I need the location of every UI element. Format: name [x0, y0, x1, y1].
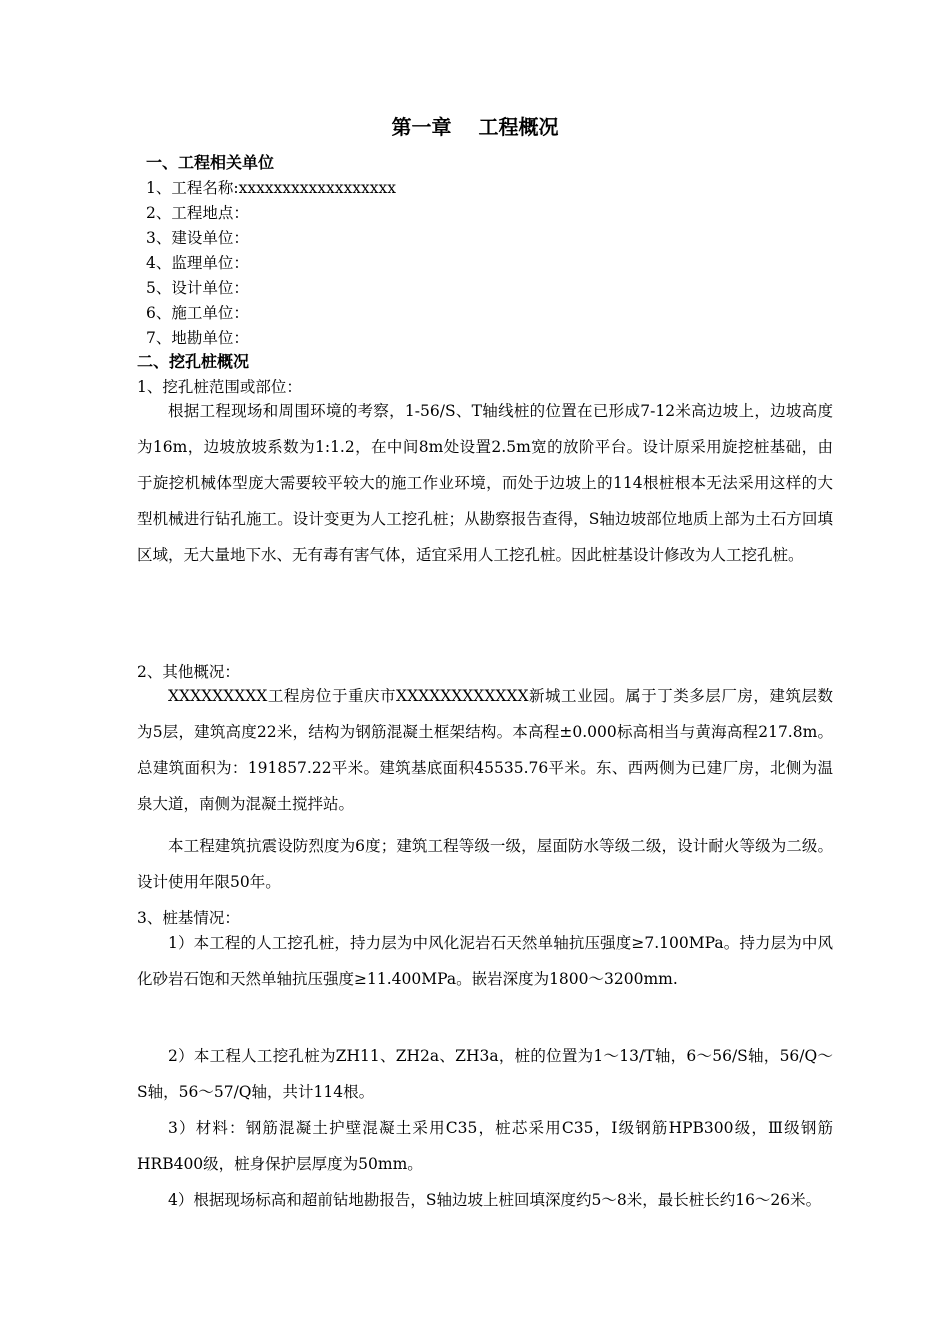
list-item-construction-unit: 6、施工单位： [146, 304, 249, 322]
section-heading-pile-overview: 二、挖孔桩概况 [137, 352, 250, 371]
list-item-supervision-unit: 4、监理单位： [146, 254, 249, 272]
paragraph-bearing-layer: 1）本工程的人工挖孔桩，持力层为中风化泥岩石天然单轴抗压强度≥7.100MPa。持力层为中风化砂岩石饱和天然单轴抗压强度≥11.400MPa。嵌岩深度为1800～3200mm. [137, 934, 833, 988]
paragraph-materials: 3）材料：钢筋混凝土护壁混凝土采用C35，桩芯采用C35，Ⅰ级钢筋HPB300级，Ⅲ级钢筋HRB400级，桩身保护层厚度为50mm。 [137, 1119, 833, 1173]
paragraph-seismic-info: 本工程建筑抗震设防烈度为6度；建筑工程等级一级，屋面防水等级二级，设计耐火等级为二级。设计使用年限50年。 [137, 837, 833, 891]
paragraph-building-info: XXXXXXXXX工程房位于重庆市XXXXXXXXXXXX新城工业园。属于丁类多层厂房，建筑层数为5层，建筑高度22米，结构为钢筋混凝土框架结构。本高程±0.000标高相当与黄海高程217.8m。总建筑面积为：191857.22平米。建筑基底面积45535.76平米。东、西两侧为已建厂房，北侧为温泉大道，南侧为混凝土搅拌站。 [137, 687, 833, 813]
list-item-owner-unit: 3、建设单位： [146, 229, 249, 247]
paragraph-pile-length: 4）根据现场标高和超前钻地勘报告，S轴边坡上桩回填深度约5～8米，最长桩长约16～26米。 [168, 1191, 822, 1209]
list-item-survey-unit: 7、地勘单位： [146, 329, 249, 347]
list-item-project-name: 1、工程名称:xxxxxxxxxxxxxxxxxx [146, 179, 396, 197]
paragraph-pile-scope: 根据工程现场和周围环境的考察，1-56/S、T轴线桩的位置在已形成7-12米高边坡上，边坡高度为16m，边坡放坡系数为1:1.2，在中间8m处设置2.5m宽的放阶平台。设计原采用旋挖桩基础，由于旋挖机械体型庞大需要较平较大的施工作业环境，而处于边坡上的114根桩根本无法采用这样的大型机械进行钻孔施工。设计变更为人工挖孔桩；从勘察报告查得，S轴边坡部位地质上部为土石方回填区域，无大量地下水、无有毒有害气体，适宜采用人工挖孔桩。因此桩基设计修改为人工挖孔桩。 [137, 402, 833, 564]
list-item-design-unit: 5、设计单位： [146, 279, 249, 297]
paragraph-pile-types: 2）本工程人工挖孔桩为ZH11、ZH2a、ZH3a，桩的位置为1～13/T轴，6～56/S轴，56/Q～S轴，56～57/Q轴，共计114根。 [137, 1047, 833, 1101]
subsection-title-pile-foundation: 3、桩基情况： [137, 909, 240, 927]
subsection-title-pile-scope: 1、挖孔桩范围或部位： [137, 378, 302, 396]
chapter-title: 第一章 工程概况 [391, 115, 559, 139]
list-item-project-location: 2、工程地点： [146, 204, 249, 222]
subsection-title-other-overview: 2、其他概况： [137, 663, 240, 681]
section-heading-related-units: 一、工程相关单位 [146, 153, 275, 172]
